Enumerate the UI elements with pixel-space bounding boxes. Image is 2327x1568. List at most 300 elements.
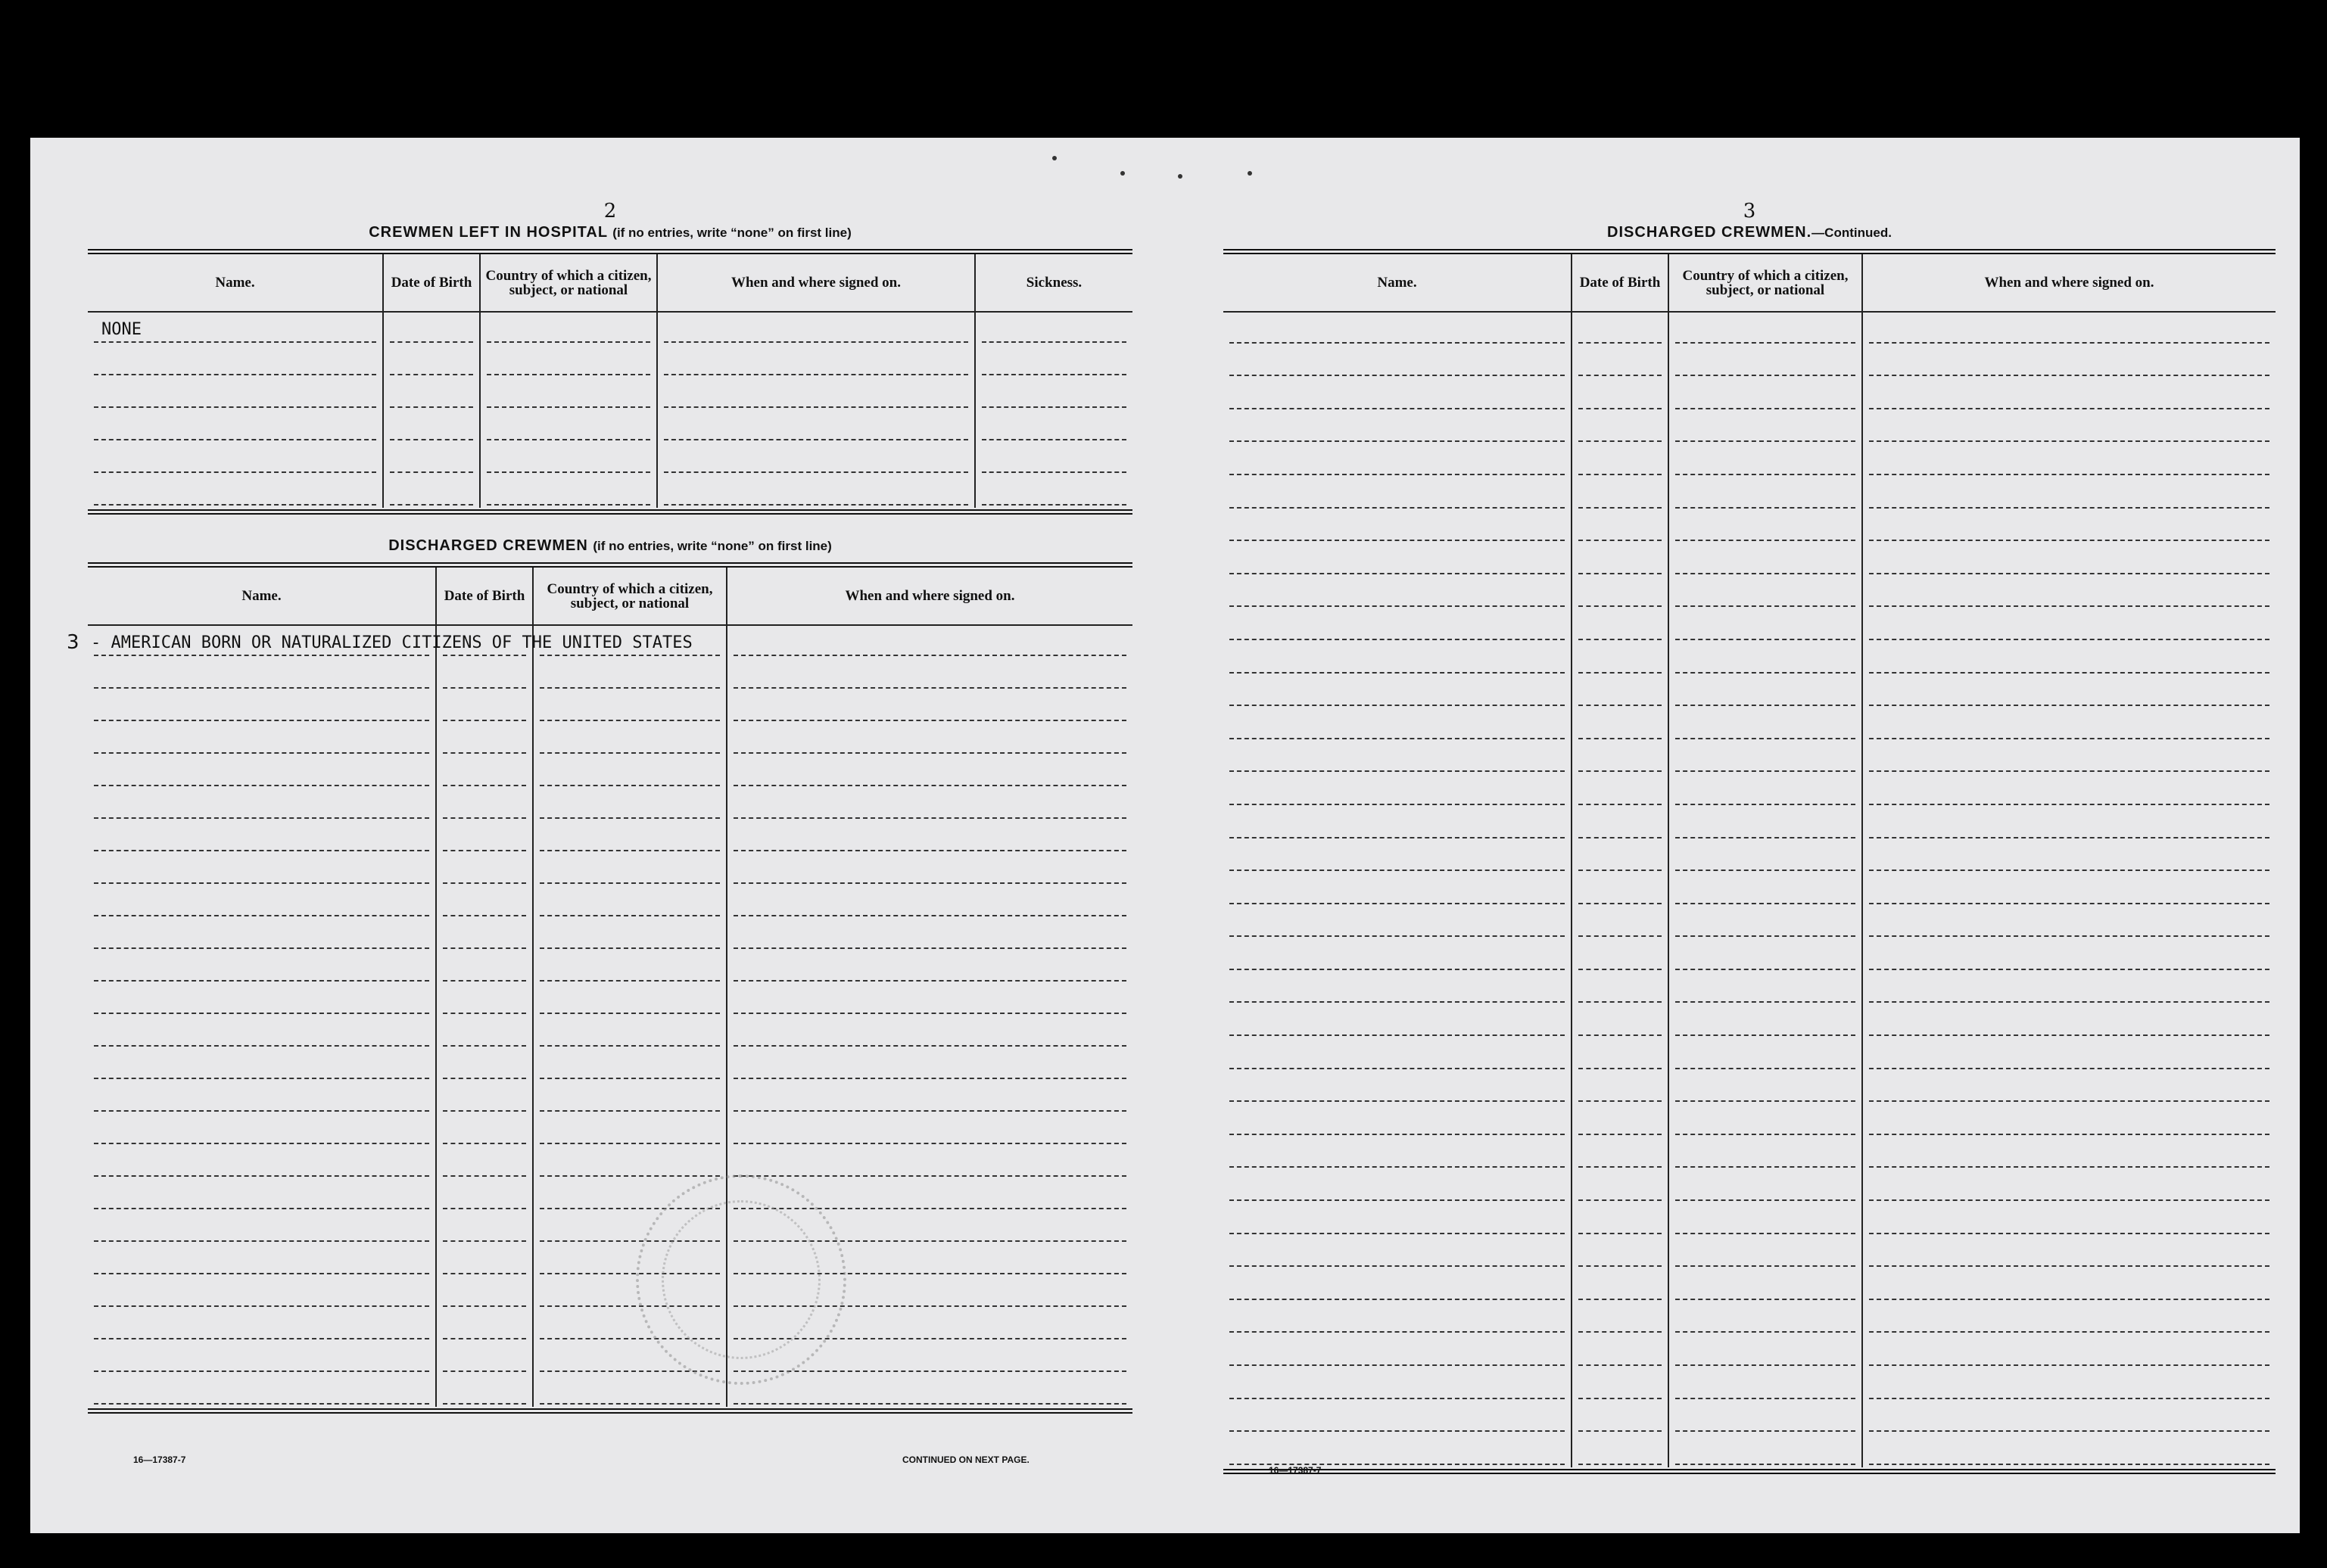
table-cell <box>1668 1269 1862 1302</box>
table-row <box>1223 511 2276 544</box>
table-row <box>88 410 1132 443</box>
table-cell <box>480 312 657 345</box>
table-cell <box>533 1016 727 1049</box>
table-cell <box>1572 807 1668 841</box>
table-cell <box>727 951 1132 984</box>
table-cell <box>1572 774 1668 807</box>
table-cell <box>1223 642 1572 676</box>
table-cell <box>88 1374 436 1407</box>
table-cell <box>1223 1170 1572 1203</box>
table-cell <box>1668 609 1862 642</box>
table-cell <box>1572 412 1668 445</box>
table-cell <box>436 1114 533 1146</box>
table-cell <box>657 410 975 443</box>
table-cell <box>727 821 1132 854</box>
table-row <box>88 951 1132 984</box>
table-cell <box>1572 511 1668 544</box>
table-cell <box>1862 907 2276 940</box>
table-cell <box>1862 1137 2276 1171</box>
table-cell <box>1223 378 1572 412</box>
table-row <box>88 658 1132 691</box>
table-cell <box>1862 1072 2276 1105</box>
table-cell <box>727 625 1132 658</box>
table-cell <box>1223 346 1572 379</box>
table-cell <box>657 312 975 345</box>
table-cell <box>1668 1368 1862 1402</box>
table-cell <box>1862 807 2276 841</box>
table-cell <box>88 1016 436 1049</box>
table-cell <box>1862 444 2276 478</box>
table-row <box>1223 1335 2276 1368</box>
table-cell <box>436 1244 533 1277</box>
table-cell <box>727 1049 1132 1081</box>
table-cell <box>1668 1038 1862 1072</box>
table-cell <box>1862 1302 2276 1336</box>
table-cell <box>533 854 727 886</box>
table-cell <box>1223 1269 1572 1302</box>
table-cell <box>1223 1302 1572 1336</box>
table-cell <box>1668 807 1862 841</box>
table-cell <box>1572 1237 1668 1270</box>
table-cell <box>1862 1269 2276 1302</box>
table-row <box>1223 774 2276 807</box>
table-cell <box>480 410 657 443</box>
table-cell <box>975 378 1132 410</box>
table-row <box>88 1277 1132 1309</box>
table-cell <box>1572 1038 1668 1072</box>
table-cell <box>727 1374 1132 1407</box>
table-row <box>1223 873 2276 907</box>
table-row <box>88 1114 1132 1146</box>
table-cell <box>88 378 383 410</box>
table-cell <box>88 1277 436 1309</box>
table-cell <box>436 1277 533 1309</box>
table-row <box>1223 1237 2276 1270</box>
table-cell <box>975 345 1132 378</box>
table-row <box>1223 708 2276 742</box>
table-cell <box>1668 444 1862 478</box>
table-cell <box>975 443 1132 475</box>
form-number: 16—17387-7 <box>1269 1465 1322 1476</box>
table-cell <box>436 756 533 789</box>
table-row <box>1223 378 2276 412</box>
table-cell <box>88 984 436 1016</box>
table-row <box>1223 1203 2276 1237</box>
table-cell <box>727 658 1132 691</box>
entry-text: - AMERICAN BORN OR NATURALIZED CITIZENS OF THE UNITED STATES <box>91 633 693 652</box>
table-cell <box>657 443 975 475</box>
table-cell <box>436 919 533 951</box>
table-row <box>1223 1434 2276 1467</box>
table-row <box>1223 1170 2276 1203</box>
table-cell <box>1223 1368 1572 1402</box>
table-cell <box>1668 478 1862 511</box>
entry-text: NONE <box>101 320 142 339</box>
table-cell <box>1668 1137 1862 1171</box>
table-cell <box>1862 312 2276 346</box>
table-cell <box>1572 676 1668 709</box>
scan-speck <box>1120 171 1125 176</box>
table-cell <box>1572 873 1668 907</box>
table-cell <box>533 723 727 756</box>
scan-speck <box>1248 171 1252 176</box>
table-cell <box>1572 1104 1668 1137</box>
table-cell <box>1862 708 2276 742</box>
table-row <box>88 691 1132 723</box>
col-name: Name. <box>1223 254 1572 312</box>
table-row <box>1223 1302 2276 1336</box>
col-country: Country of which a citizen, subject, or national <box>480 254 657 312</box>
section-title-hospital: CREWMEN LEFT IN HOSPITAL (if no entries, write “none” on first line) <box>369 224 852 241</box>
table-cell <box>533 919 727 951</box>
table-cell <box>1862 1368 2276 1402</box>
table-cell <box>1223 609 1572 642</box>
form-number: 16—17387-7 <box>133 1454 186 1465</box>
table-cell <box>727 691 1132 723</box>
table-cell <box>1572 1302 1668 1336</box>
table-cell <box>1223 412 1572 445</box>
col-sickness: Sickness. <box>975 254 1132 312</box>
table-cell <box>1572 939 1668 972</box>
scan-speck <box>1178 174 1182 179</box>
table-row <box>1223 346 2276 379</box>
table-cell <box>1862 1402 2276 1435</box>
table-row <box>1223 577 2276 610</box>
table-cell <box>727 1146 1132 1179</box>
table-cell <box>436 691 533 723</box>
table-cell <box>1223 312 1572 346</box>
table-cell <box>533 789 727 821</box>
table-cell <box>1572 1170 1668 1203</box>
table-cell <box>1668 939 1862 972</box>
table-cell <box>1572 742 1668 775</box>
table-cell <box>1668 642 1862 676</box>
table-cell <box>1668 1434 1862 1467</box>
table-cell <box>657 378 975 410</box>
table-cell <box>1223 841 1572 874</box>
table-cell <box>533 658 727 691</box>
table-cell <box>436 1179 533 1212</box>
table-cell <box>1572 1005 1668 1038</box>
table-row <box>1223 1269 2276 1302</box>
double-rule <box>1223 1469 2276 1474</box>
table-row <box>88 886 1132 919</box>
table-row <box>1223 543 2276 577</box>
table-cell <box>436 1309 533 1342</box>
table-cell <box>1862 841 2276 874</box>
table-cell <box>657 345 975 378</box>
table-row <box>1223 939 2276 972</box>
col-date-of-birth: Date of Birth <box>436 568 533 625</box>
table-cell <box>657 475 975 508</box>
table-cell <box>436 658 533 691</box>
table-cell <box>1223 1203 1572 1237</box>
table-cell <box>533 625 727 658</box>
discharged-table <box>67 568 1132 1407</box>
table-cell <box>727 723 1132 756</box>
col-name: Name. <box>88 254 383 312</box>
table-cell <box>1668 1402 1862 1435</box>
table-cell <box>1668 708 1862 742</box>
table-row <box>88 1374 1132 1407</box>
table-cell <box>727 1016 1132 1049</box>
double-rule <box>88 249 1132 254</box>
table-cell <box>1223 676 1572 709</box>
table-cell <box>1862 1335 2276 1368</box>
table-cell <box>727 854 1132 886</box>
table-cell <box>88 312 383 345</box>
table-cell <box>533 691 727 723</box>
table-cell <box>480 345 657 378</box>
table-cell <box>88 345 383 378</box>
table-cell <box>1572 1137 1668 1171</box>
table-cell <box>1572 708 1668 742</box>
table-row <box>88 984 1132 1016</box>
table-cell <box>1862 1237 2276 1270</box>
table-cell <box>436 1146 533 1179</box>
table-cell <box>1668 346 1862 379</box>
table-cell <box>533 756 727 789</box>
table-cell <box>88 1342 436 1374</box>
table-cell <box>1862 412 2276 445</box>
table-cell <box>727 984 1132 1016</box>
table-cell <box>88 475 383 508</box>
table-row <box>88 756 1132 789</box>
table-row <box>88 312 1132 345</box>
table-cell <box>1572 312 1668 346</box>
table-cell <box>1668 873 1862 907</box>
table-row <box>1223 907 2276 940</box>
table-cell <box>1572 1203 1668 1237</box>
table-cell <box>1862 1104 2276 1137</box>
table-cell <box>1223 939 1572 972</box>
table-cell <box>436 821 533 854</box>
table-cell <box>727 756 1132 789</box>
table-cell <box>436 1081 533 1114</box>
table-cell <box>1668 1302 1862 1336</box>
table-row <box>88 345 1132 378</box>
table-cell <box>88 1244 436 1277</box>
table-cell <box>383 410 480 443</box>
hospital-table <box>88 254 1132 508</box>
table-cell <box>88 691 436 723</box>
table-cell <box>1572 1434 1668 1467</box>
table-cell <box>1668 972 1862 1006</box>
section-title-discharged-continued: DISCHARGED CREWMEN.—Continued. <box>1607 224 1892 241</box>
table-cell <box>436 1374 533 1407</box>
table-cell <box>727 919 1132 951</box>
table-cell <box>1862 642 2276 676</box>
table-cell <box>88 1146 436 1179</box>
table-row <box>1223 742 2276 775</box>
table-cell <box>727 789 1132 821</box>
table-cell <box>88 1049 436 1081</box>
double-rule <box>88 1408 1132 1414</box>
table-cell <box>1862 972 2276 1006</box>
table-cell <box>1668 412 1862 445</box>
table-cell <box>1668 511 1862 544</box>
table-row <box>88 378 1132 410</box>
table-cell <box>88 854 436 886</box>
table-cell <box>1862 609 2276 642</box>
table-cell <box>1572 543 1668 577</box>
table-row <box>88 1049 1132 1081</box>
table-cell <box>1862 873 2276 907</box>
table-cell <box>1668 1203 1862 1237</box>
table-row <box>1223 1137 2276 1171</box>
table-cell <box>1572 1402 1668 1435</box>
table-row <box>1223 841 2276 874</box>
table-cell <box>1862 939 2276 972</box>
table-cell <box>88 1114 436 1146</box>
table-cell <box>1668 1072 1862 1105</box>
table-cell <box>1223 1434 1572 1467</box>
table-row <box>1223 972 2276 1006</box>
table-cell <box>1572 609 1668 642</box>
table-row <box>1223 807 2276 841</box>
table-cell <box>1223 577 1572 610</box>
table-cell <box>533 1146 727 1179</box>
table-cell <box>533 951 727 984</box>
table-cell <box>436 886 533 919</box>
table-cell <box>88 756 436 789</box>
table-cell <box>1668 543 1862 577</box>
table-cell <box>88 410 383 443</box>
table-cell <box>1223 543 1572 577</box>
table-cell <box>1223 873 1572 907</box>
col-country: Country of which a citizen, subject, or national <box>1668 254 1862 312</box>
table-cell <box>88 723 436 756</box>
left-page <box>67 200 1132 1414</box>
table-cell <box>67 625 693 658</box>
table-row <box>1223 676 2276 709</box>
table-cell <box>727 1114 1132 1146</box>
table-cell <box>88 658 436 691</box>
double-rule <box>88 562 1132 568</box>
table-row <box>1223 1005 2276 1038</box>
table-cell <box>383 312 480 345</box>
table-cell <box>88 919 436 951</box>
scan-speck <box>1052 156 1057 160</box>
double-rule <box>88 509 1132 515</box>
table-cell <box>1223 1038 1572 1072</box>
table-cell <box>436 723 533 756</box>
table-row <box>1223 312 2276 346</box>
col-signed-on: When and where signed on. <box>657 254 975 312</box>
table-cell <box>533 1049 727 1081</box>
table-row <box>88 1016 1132 1049</box>
table-cell <box>88 1309 436 1342</box>
table-cell <box>975 475 1132 508</box>
table-cell <box>480 475 657 508</box>
table-row <box>88 919 1132 951</box>
document-paper <box>30 138 2300 1533</box>
table-cell <box>88 1179 436 1212</box>
table-cell <box>1862 1038 2276 1072</box>
table-cell <box>1223 1137 1572 1171</box>
table-cell <box>1862 676 2276 709</box>
table-cell <box>1223 1237 1572 1270</box>
table-cell <box>1223 708 1572 742</box>
table-cell <box>88 1212 436 1244</box>
table-cell <box>480 443 657 475</box>
table-cell <box>88 821 436 854</box>
table-cell <box>1668 1237 1862 1270</box>
table-cell <box>88 886 436 919</box>
col-signed-on: When and where signed on. <box>1862 254 2276 312</box>
table-cell <box>1862 478 2276 511</box>
table-cell <box>727 1081 1132 1114</box>
table-cell <box>1862 543 2276 577</box>
table-cell <box>1862 1170 2276 1203</box>
table-cell <box>1572 346 1668 379</box>
table-cell <box>727 886 1132 919</box>
table-cell <box>1223 774 1572 807</box>
table-cell <box>1862 577 2276 610</box>
table-cell <box>1668 1170 1862 1203</box>
table-cell <box>436 951 533 984</box>
table-cell <box>1223 1104 1572 1137</box>
received-stamp <box>636 1174 846 1385</box>
table-cell <box>1572 1072 1668 1105</box>
col-country: Country of which a citizen, subject, or national <box>533 568 727 625</box>
table-cell <box>480 378 657 410</box>
table-cell <box>1223 478 1572 511</box>
right-page <box>1223 200 2276 1474</box>
table-cell <box>533 886 727 919</box>
table-cell <box>1572 1368 1668 1402</box>
table-cell <box>1668 774 1862 807</box>
col-signed-on: When and where signed on. <box>727 568 1132 625</box>
table-cell <box>383 345 480 378</box>
table-cell <box>88 951 436 984</box>
table-row <box>88 1081 1132 1114</box>
table-cell <box>1668 841 1862 874</box>
table-cell <box>436 789 533 821</box>
table-cell <box>1668 742 1862 775</box>
table-cell <box>1668 1104 1862 1137</box>
table-cell <box>1572 841 1668 874</box>
table-row <box>88 443 1132 475</box>
page-number: 3 <box>1743 200 1756 222</box>
table-cell <box>88 443 383 475</box>
table-cell <box>533 1081 727 1114</box>
table-row <box>88 475 1132 508</box>
table-cell <box>1572 444 1668 478</box>
table-row <box>1223 1038 2276 1072</box>
table-cell <box>1223 444 1572 478</box>
table-cell <box>436 1016 533 1049</box>
table-row <box>88 1244 1132 1277</box>
table-cell <box>383 378 480 410</box>
table-cell <box>1862 511 2276 544</box>
section-title-discharged: DISCHARGED CREWMEN (if no entries, write “none” on first line) <box>388 537 832 554</box>
table-cell <box>1668 1005 1862 1038</box>
table-cell <box>1862 774 2276 807</box>
discharged-continued-table <box>1223 254 2276 1467</box>
table-cell <box>436 1342 533 1374</box>
table-cell <box>533 1374 727 1407</box>
table-cell <box>1668 577 1862 610</box>
table-row <box>88 1179 1132 1212</box>
table-cell <box>1223 1005 1572 1038</box>
table-cell <box>1572 478 1668 511</box>
table-row <box>88 1212 1132 1244</box>
table-cell <box>1572 378 1668 412</box>
table-row <box>1223 412 2276 445</box>
table-cell <box>1668 676 1862 709</box>
table-cell <box>1862 378 2276 412</box>
